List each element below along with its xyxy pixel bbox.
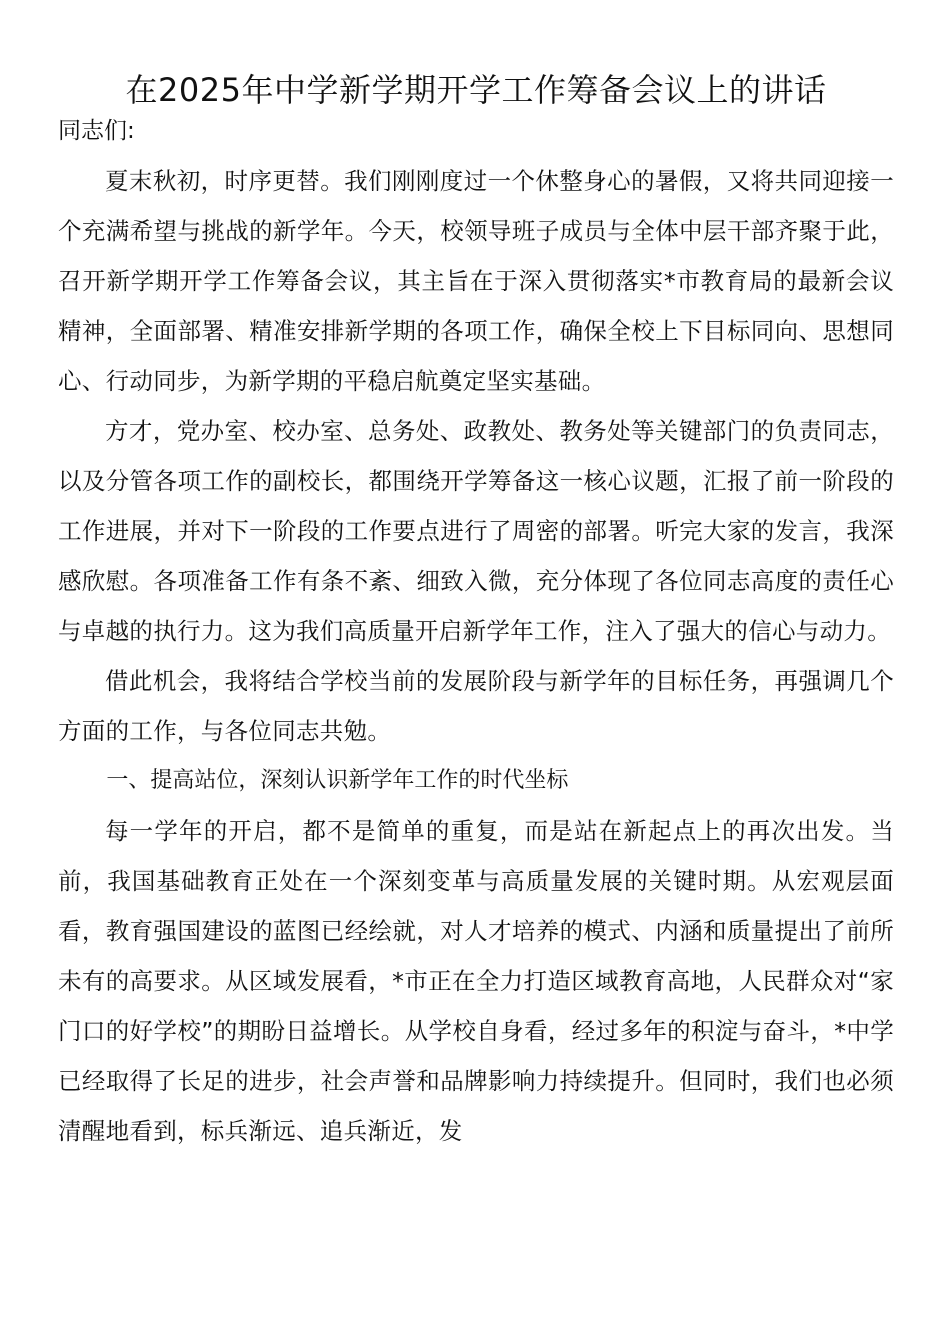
document-title: 在2025年中学新学期开学工作筹备会议上的讲话	[125, 71, 827, 109]
document-page	[58, 66, 894, 1156]
paragraph-opening: 夏末秋初，时序更替。我们刚刚度过一个休整身心的暑假，又将共同迎接一个充满希望与挑战的新学年。今天，校领导班子成员与全体中层干部齐聚于此，召开新学期开学工作筹备会议，其主旨在于深入贯彻落实*市教育局的最新会议精神，全面部署、精准安排新学期的各项工作，确保全校上下目标同向、思想同心、行动同步，为新学期的平稳启航奠定坚实基础。	[58, 167, 894, 395]
paragraph-reports: 方才，党办室、校办室、总务处、政教处、教务处等关键部门的负责同志，以及分管各项工作的副校长，都围绕开学筹备这一核心议题，汇报了前一阶段的工作进展，并对下一阶段的工作要点进行了周密的部署。听完大家的发言，我深感欣慰。各项准备工作有条不紊、细致入微，充分体现了各位同志高度的责任心与卓越的执行力。这为我们高质量开启新学年工作，注入了强大的信心与动力。	[58, 417, 894, 645]
paragraph-section-one: 每一学年的开启，都不是简单的重复，而是站在新起点上的再次出发。当前，我国基础教育正处在一个深刻变革与高质量发展的关键时期。从宏观层面看，教育强国建设的蓝图已经绘就，对人才培养的模式、内涵和质量提出了前所未有的高要求。从区域发展看，*市正在全力打造区域教育高地，人民群众对“家门口的好学校”的期盼日益增长。从学校自身看，经过多年的积淀与奋斗，*中学已经取得了长足的进步，社会声誉和品牌影响力持续提升。但同时，我们也必须清醒地看到，标兵渐远、追兵渐近，发	[58, 817, 894, 1145]
salutation: 同志们:	[58, 118, 135, 144]
paragraph-transition: 借此机会，我将结合学校当前的发展阶段与新学年的目标任务，再强调几个方面的工作，与各位同志共勉。	[58, 667, 894, 745]
section-heading: 一、提高站位，深刻认识新学年工作的时代坐标	[106, 768, 569, 793]
